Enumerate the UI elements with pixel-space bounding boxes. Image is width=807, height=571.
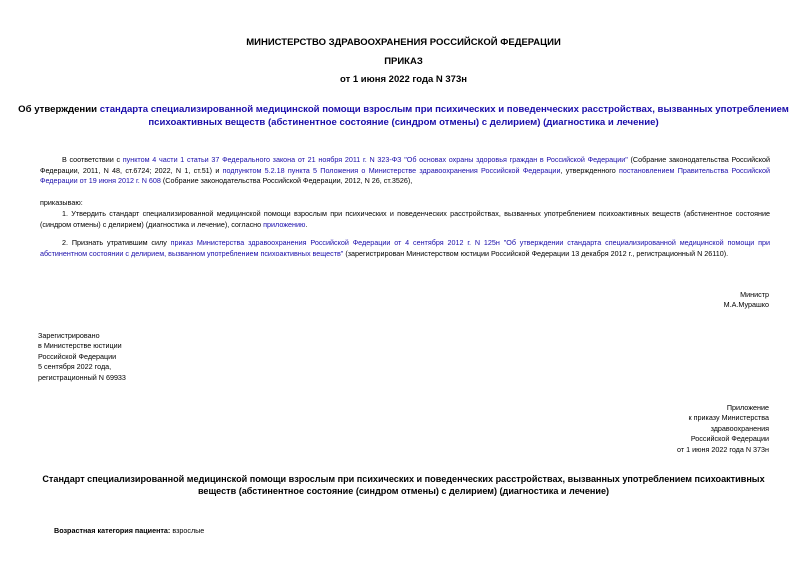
age-category-label: Возрастная категория пациента: xyxy=(54,526,171,535)
appendix-line-3: здравоохранения xyxy=(710,423,769,433)
item-2-end: (зарегистрирован Министерством юстиции Российской Федерации 13 декабря 2012 г., регистрационный N 26110). xyxy=(343,248,729,258)
registration-line-2: в Министерстве юстиции xyxy=(38,341,122,351)
repealed-order-link[interactable]: приказ Министерства здравоохранения Российской Федерации от 4 сентября 2012 г. N 125н "Об утверждении стандарта специализированной медицинской помощи при абстинентном состоянии с делирием, вызванном употреблением психоактивных веществ" xyxy=(40,238,770,258)
ministry-regulation-link[interactable]: подпунктом 5.2.18 пункта 5 Положения о Министерстве здравоохранения Российской Федерации xyxy=(222,165,561,175)
preamble-paragraph xyxy=(40,155,770,187)
order-date-number: от 1 июня 2022 года N 373н xyxy=(340,74,467,85)
item-1-end: . xyxy=(305,219,308,229)
standard-title-line-2: веществ (абстинентное состояние (синдром отмены) с делирием) (диагностика и лечение) xyxy=(197,486,610,497)
government-decree-link[interactable]: постановлением Правительства Российской Федерации от 19 июня 2012 г. N 608 xyxy=(40,165,771,186)
age-category xyxy=(54,526,454,536)
federal-law-link[interactable]: пунктом 4 части 1 статьи 37 Федерального закона от 21 ноября 2011 г. N 323-ФЗ "Об основах охраны здоровья граждан в Российской Федерации" xyxy=(122,155,628,164)
standard-title xyxy=(0,473,807,498)
minister-title: Министр xyxy=(740,290,769,299)
appendix-line-5: от 1 июня 2022 года N 373н xyxy=(676,444,769,454)
appendix-line-4: Российской Федерации xyxy=(690,434,769,444)
preamble-text-3: , утвержденного xyxy=(560,165,620,175)
preamble-text-2: (Собрание законодательства Российской Федерации, 2011, N 48, ст.6724; 2022, N 1, ст.51) и xyxy=(40,155,770,175)
item-1-text: 1. Утвердить стандарт специализированной медицинской помощи взрослым при психических и поведенческих расстройствах, вызванных употреблением психоактивных веществ (абстинентное состояние (синдром отмены) с делирием) (диагностика и лечение), согласно xyxy=(40,209,770,229)
item-2-text: 2. Признать утратившим силу xyxy=(62,238,171,247)
registration-line-1: Зарегистрировано xyxy=(38,331,100,340)
item-2-paragraph xyxy=(40,238,770,259)
registration-block xyxy=(38,331,238,383)
appendix-line-2: к приказу Министерства xyxy=(688,413,769,423)
order-verb: приказываю: xyxy=(40,198,83,207)
order-title xyxy=(0,104,807,129)
registration-line-3: Российской Федерации xyxy=(38,351,117,361)
ministry-heading: МИНИСТЕРСТВО ЗДРАВООХРАНЕНИЯ РОССИЙСКОЙ ФЕДЕРАЦИИ xyxy=(246,37,561,48)
standard-link[interactable]: стандарта специализированной медицинской помощи взрослым при психических и поведенческих расстройствах, вызванных употреблением xyxy=(99,104,789,115)
preamble-text-4: (Собрание законодательства Российской Федерации, 2012, N 26, ст.3526), xyxy=(160,176,413,186)
item-1-paragraph xyxy=(40,209,770,230)
registration-line-4: 5 сентября 2022 года, xyxy=(38,362,112,372)
appendix-block xyxy=(549,403,769,455)
standard-title-line-1: Стандарт специализированной медицинской помощи взрослым при психических и поведенческих расстройствах, вызванных употреблением психоактивных xyxy=(42,474,765,484)
age-category-value: взрослые xyxy=(172,526,205,535)
order-title-prefix: Об утверждении xyxy=(18,104,100,115)
appendix-link[interactable]: приложению xyxy=(263,219,306,229)
appendix-line-1: Приложение xyxy=(726,403,769,412)
minister-name: М.А.Мурашко xyxy=(723,300,769,310)
standard-link-continued[interactable]: психоактивных веществ (абстинентное состояние (синдром отмены) с делирием) (диагностика и лечение) xyxy=(148,116,659,128)
signature-block xyxy=(569,290,769,311)
order-heading: ПРИКАЗ xyxy=(384,56,423,67)
registration-line-5: регистрационный N 69933 xyxy=(38,372,126,382)
preamble-text-1: В соответствии с xyxy=(62,155,123,164)
